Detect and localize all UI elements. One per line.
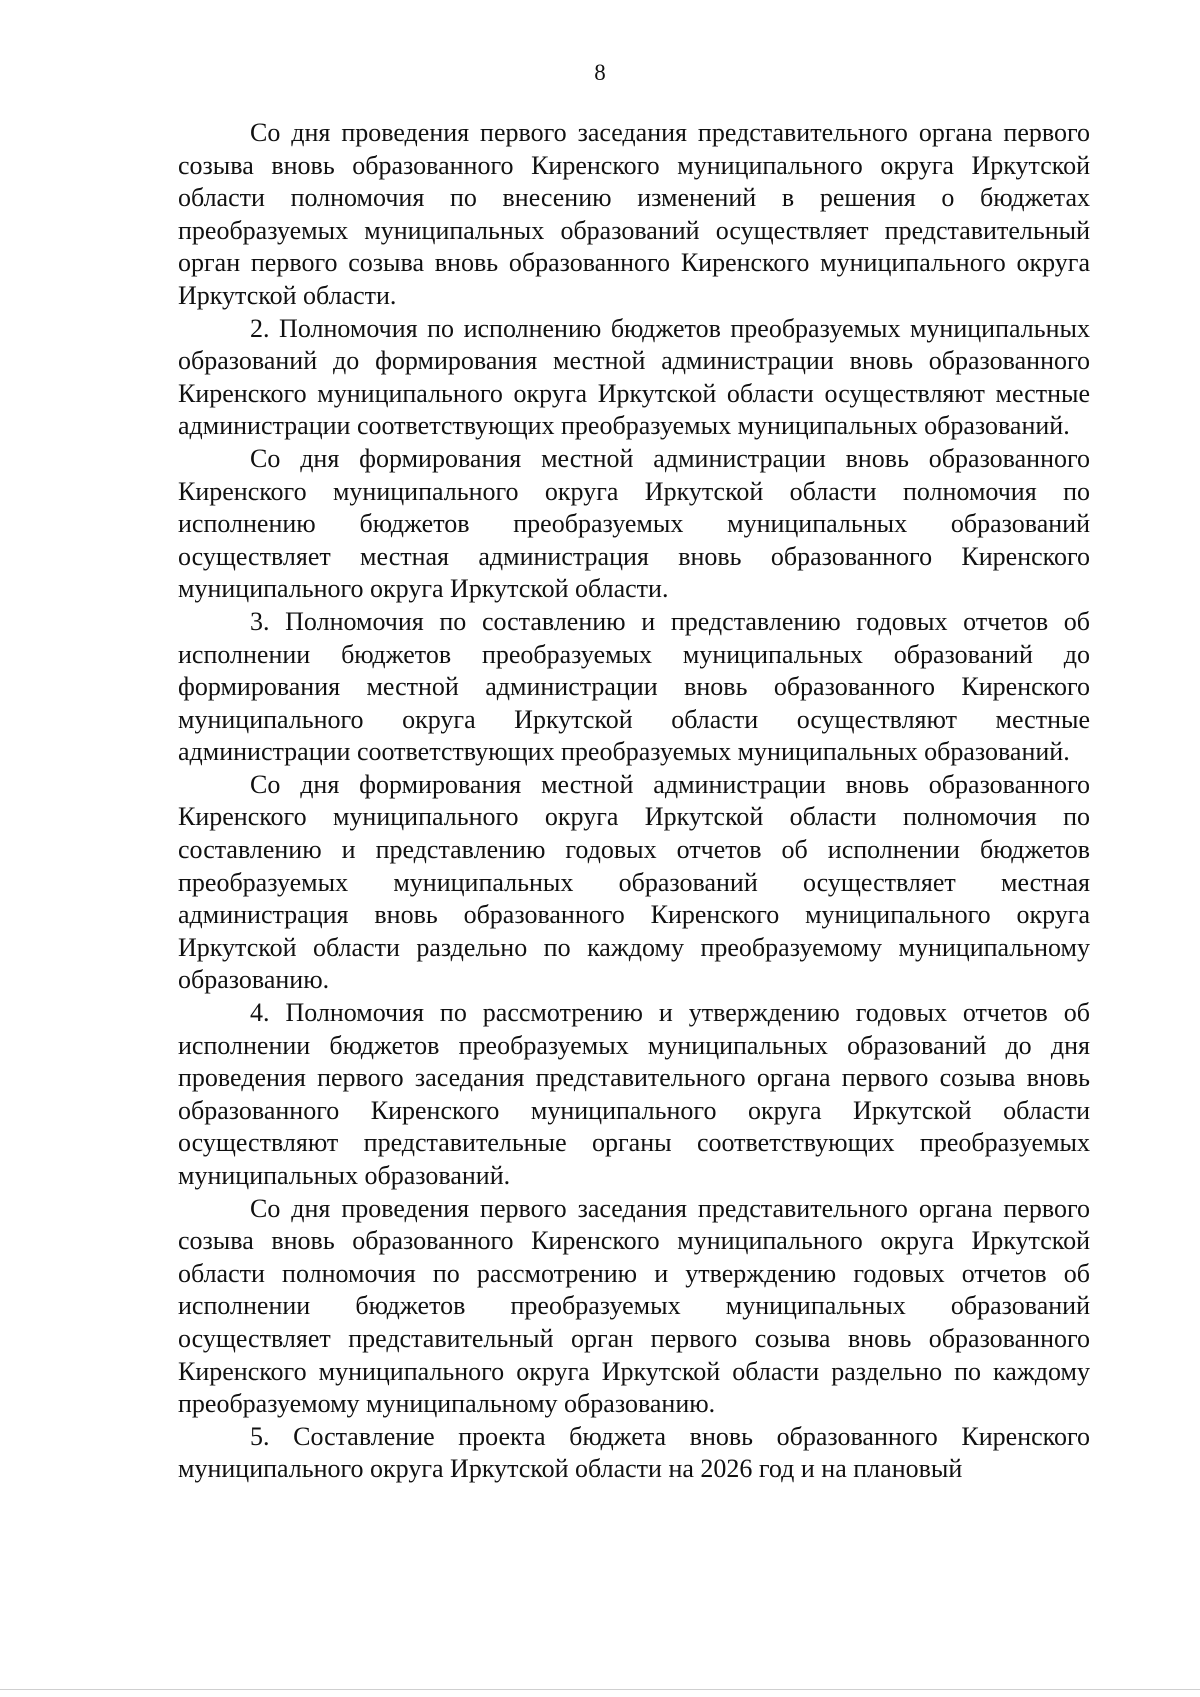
scan-edge-line xyxy=(0,1689,1200,1690)
paragraph-7: Со дня проведения первого заседания представительного органа первого созыва вновь образованного Киренского муниципального округа Иркутской области полномочия по рассмотрению и утверждению годовых отчетов об исполнении бюджетов преобразуемых муниципальных образований осуществляет представительный орган первого созыва вновь образованного Киренского муниципального округа Иркутской области раздельно по каждому преобразуемому муниципальному образованию. xyxy=(178,1193,1090,1419)
paragraph-3: Со дня формирования местной администрации вновь образованного Киренского муниципального округа Иркутской области полномочия по исполнению бюджетов преобразуемых муниципальных образований осуществляет местная администрация вновь образованного Киренского муниципального округа Иркутской области. xyxy=(178,443,1090,604)
paragraph-4-item: 3. Полномочия по составлению и представлению годовых отчетов об исполнении бюджетов преобразуемых муниципальных образований до формирования местной администрации вновь образованного Киренского муниципального округа Иркутской области осуществляют местные администрации соответствующих преобразуемых муниципальных образований. xyxy=(178,606,1090,767)
paragraph-2-item: 2. Полномочия по исполнению бюджетов преобразуемых муниципальных образований до формирования местной администрации вновь образованного Киренского муниципального округа Иркутской области осуществляют местные администрации соответствующих преобразуемых муниципальных образований. xyxy=(178,313,1090,441)
paragraph-5: Со дня формирования местной администрации вновь образованного Киренского муниципального округа Иркутской области полномочия по составлению и представлению годовых отчетов об исполнении бюджетов преобразуемых муниципальных образований осуществляет местная администрация вновь образованного Киренского муниципального округа Иркутской области раздельно по каждому преобразуемому муниципальному образованию. xyxy=(178,769,1090,995)
paragraph-1: Со дня проведения первого заседания представительного органа первого созыва вновь образованного Киренского муниципального округа Иркутской области полномочия по внесению изменений в решения о бюджетах преобразуемых муниципальных образований осуществляет представительный орган первого созыва вновь образованного Киренского муниципального округа Иркутской области. xyxy=(178,118,1090,310)
page-number: 8 xyxy=(594,60,606,85)
paragraph-8-item: 5. Составление проекта бюджета вновь образованного Киренского муниципального округа Иркутской области на 2026 год и на плановый xyxy=(178,1421,1090,1484)
document-body xyxy=(178,117,1090,1486)
paragraph-6-item: 4. Полномочия по рассмотрению и утверждению годовых отчетов об исполнении бюджетов преобразуемых муниципальных образований до дня проведения первого заседания представительного органа первого созыва вновь образованного Киренского муниципального округа Иркутской области осуществляют представительные органы соответствующих преобразуемых муниципальных образований. xyxy=(178,998,1090,1190)
